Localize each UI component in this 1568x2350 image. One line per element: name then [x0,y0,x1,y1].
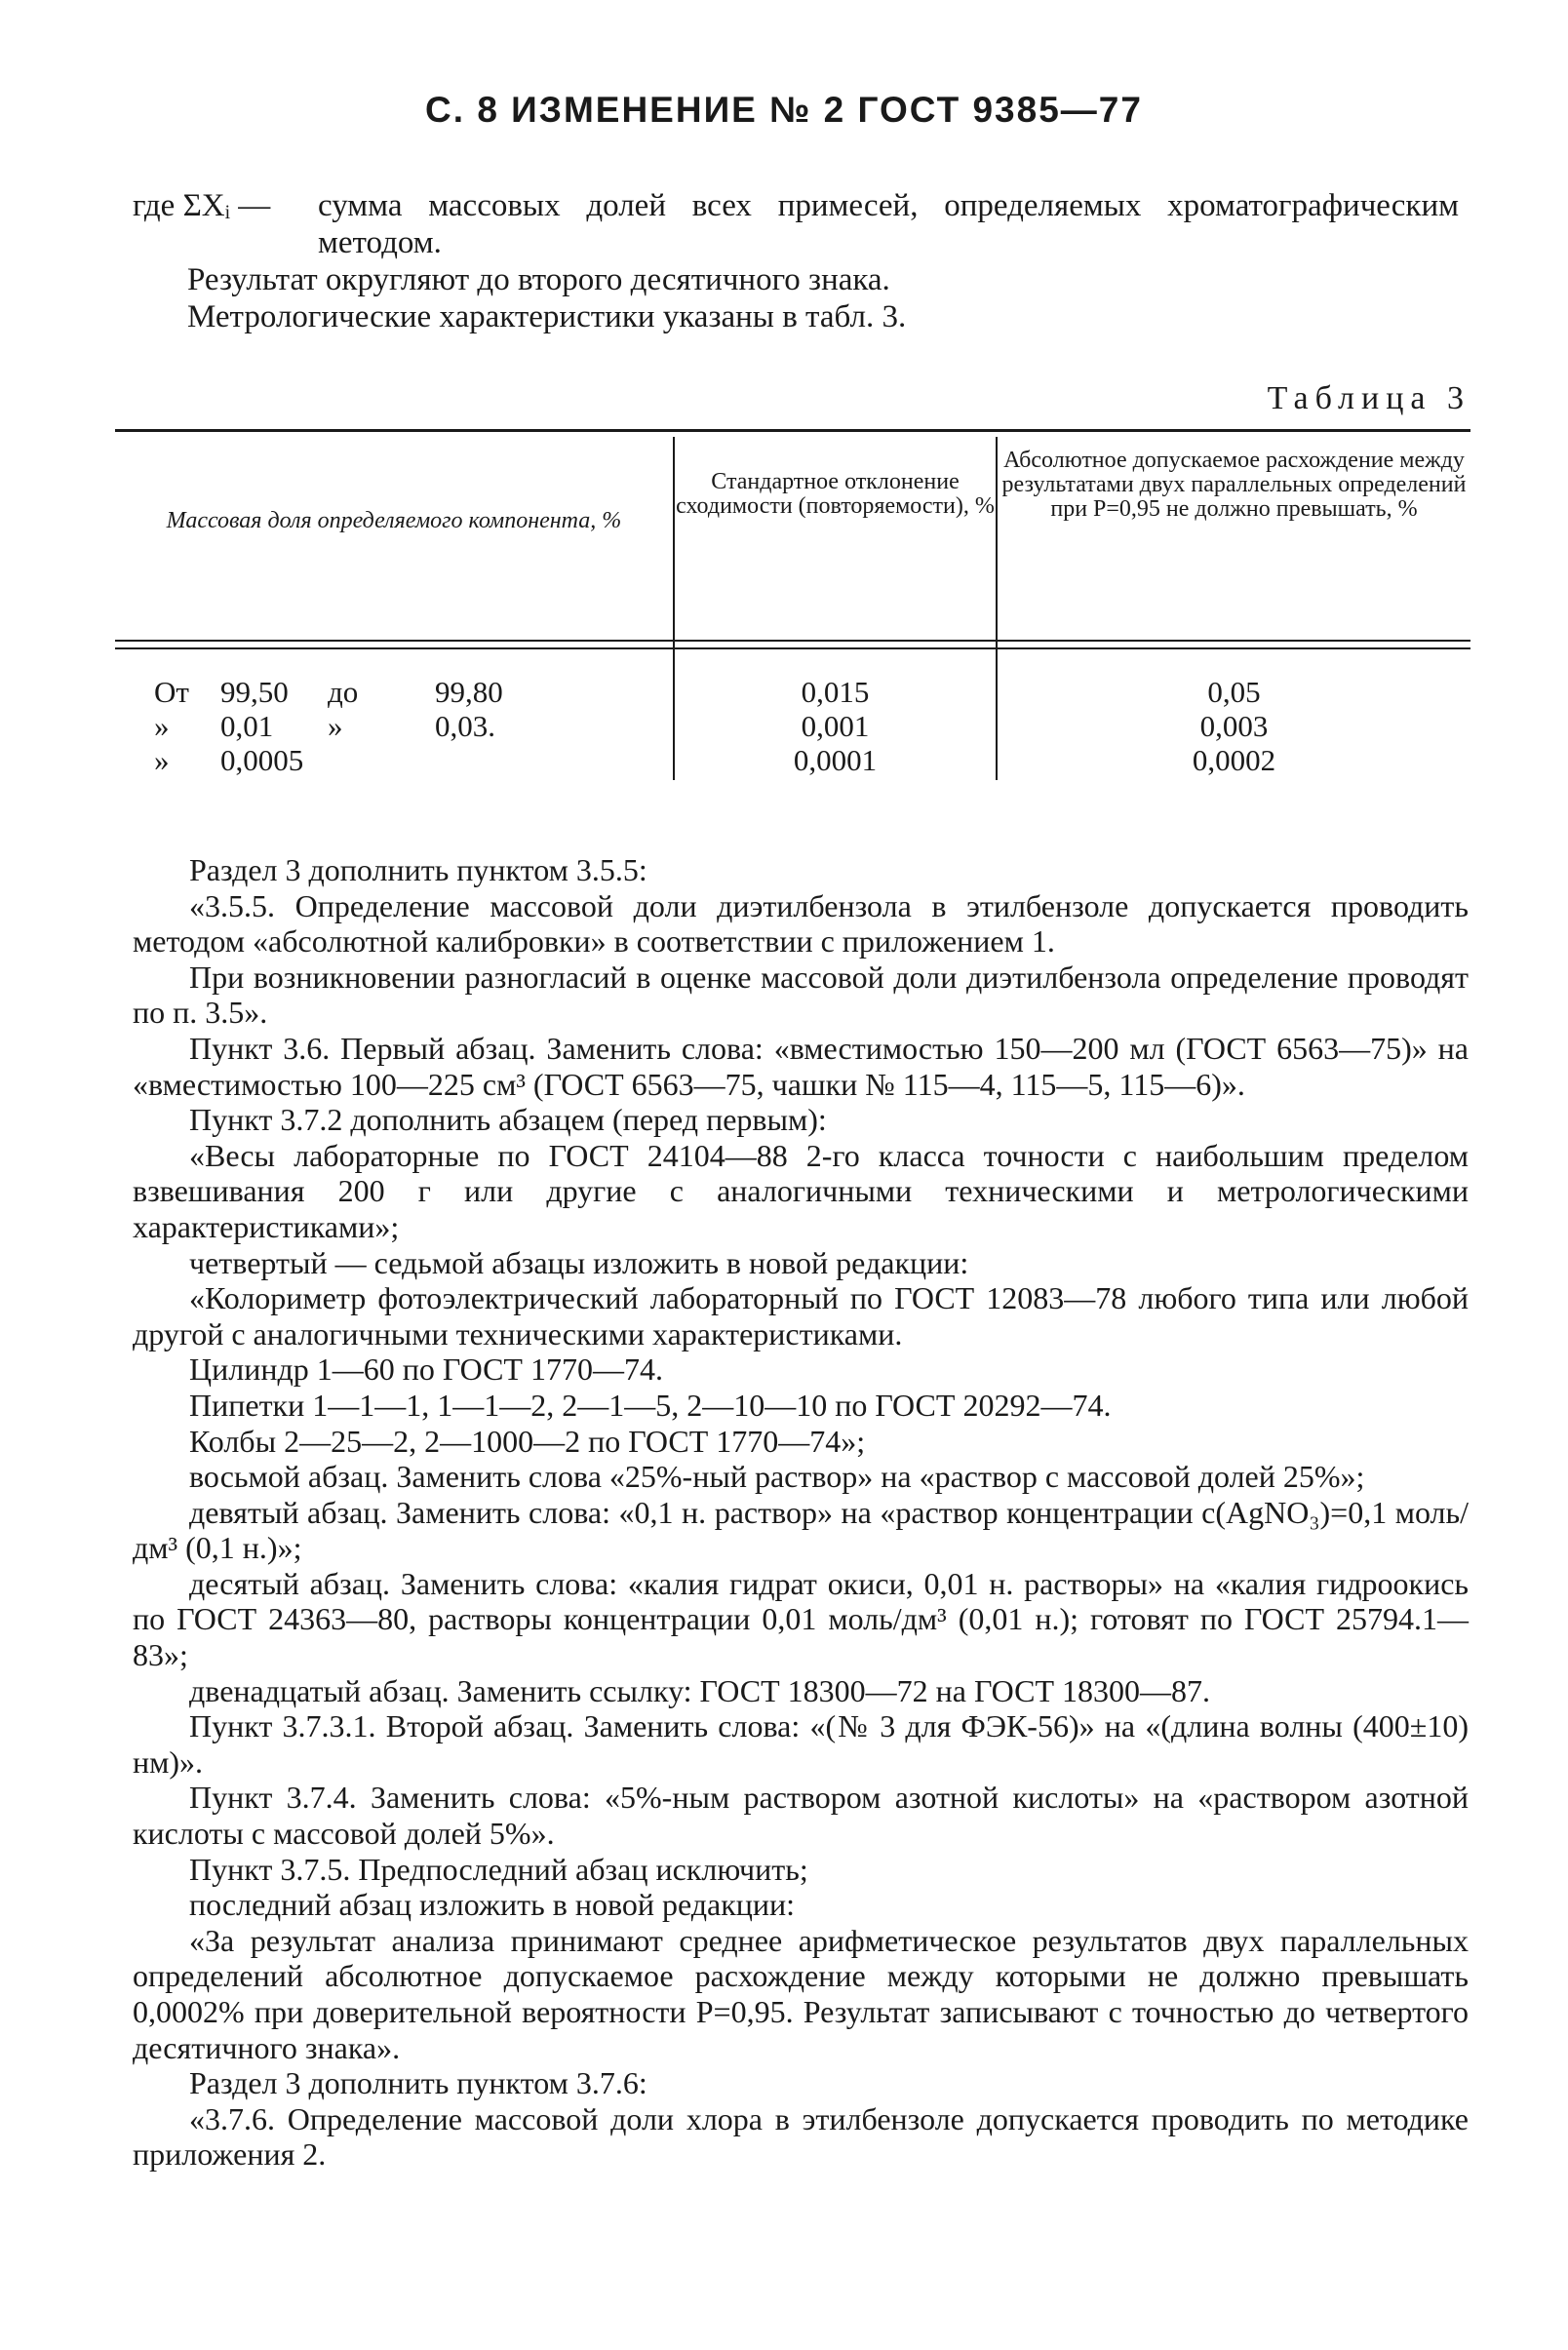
page-header: С. 8 ИЗМЕНЕНИЕ № 2 ГОСТ 9385—77 [425,90,1143,130]
table-cell: 0,0002 [1192,743,1276,777]
table-cell: 99,50 [220,675,289,709]
table-header-mass-fraction: Массовая доля определяемого компонента, % [166,508,622,533]
paragraph: «За результат анализа принимают среднее арифметическое результатов двух параллельных определений абсолютное допускаемое расхождение между которыми не должно превышать 0,0002% при доверительной вероятности P=0,95. Результат записывают с точностью до четвертого десятичного знака». [133,1922,1469,2065]
metrology-table [115,429,1470,780]
paragraph: Раздел 3 дополнить пунктом 3.5.5: [189,852,647,887]
table-cell: 0,0001 [793,743,878,777]
paragraph: Пункт 3.7.3.1. Второй абзац. Заменить слова: «(№ 3 для ФЭК-56)» на «(длина волны (400±10) нм)». [133,1708,1469,1780]
paragraph: девятый абзац. Заменить слова: «0,1 н. раствор» на «раствор концентрации c(AgNO₃)=0,1 моль/дм³ (0,1 н.)»; [133,1494,1469,1566]
paragraph: Пункт 3.7.4. Заменить слова: «5%-ным раствором азотной кислоты» на «раствором азотной кислоты с массовой долей 5%». [133,1780,1469,1852]
table-cell: 0,05 [1207,675,1261,709]
paragraph: «3.7.6. Определение массовой доли хлора в этилбензоле допускается проводить по методике приложения 2. [133,2100,1469,2173]
paragraph: двенадцатый абзац. Заменить ссылку: ГОСТ 18300—72 на ГОСТ 18300—87. [189,1672,1211,1708]
table-cell: 0,001 [801,709,870,743]
paragraph: последний абзац изложить в новой редакции: [189,1887,796,1923]
table-cell: От [154,675,189,709]
paragraph: «Весы лабораторные по ГОСТ 24104—88 2-го класса точности с наибольшим пределом взвешивания 200 г или другие с аналогичными техническими и метрологическими характеристиками»; [133,1137,1469,1244]
paragraph: четвертый — седьмой абзацы изложить в новой редакции: [189,1244,969,1280]
table-cell: 0,015 [801,675,870,709]
paragraph: Цилиндр 1—60 по ГОСТ 1770—74. [189,1351,663,1388]
amendment-text [133,852,1469,2173]
table-cell: » [328,709,343,743]
formula-term: где ΣXᵢ — [133,188,271,223]
paragraph: Пункт 3.6. Первый абзац. Заменить слова: «вместимостью 150—200 мл (ГОСТ 6563—75)» на «вместимостью 100—225 см³ (ГОСТ 6563—75, чашки № 115—4, 115—5, 115—6)». [133,1030,1469,1102]
paragraph: Раздел 3 дополнить пунктом 3.7.6: [189,2065,647,2101]
table-cell: 0,003 [1199,709,1269,743]
table-cell: 0,01 [220,709,274,743]
table-column-mass-fraction [154,675,661,777]
paragraph: Пункт 3.7.5. Предпоследний абзац исключить; [189,1851,808,1887]
paragraph: При возникновении разногласий в оценке массовой доли диэтилбензола определение проводят по п. 3.5». [133,959,1469,1031]
formula-explanation [133,187,1459,261]
paragraph: Колбы 2—25—2, 2—1000—2 по ГОСТ 1770—74»; [189,1423,866,1459]
paragraph: десятый абзац. Заменить слова: «калия гидрат окиси, 0,01 н. растворы» на «калия гидроокись по ГОСТ 24363—80, растворы концентрации 0,01 моль/дм³ (0,01 н.); готовят по ГОСТ 25794.1—83»; [133,1565,1469,1673]
paragraph: Пипетки 1—1—1, 1—1—2, 2—1—5, 2—10—10 по ГОСТ 20292—74. [189,1387,1112,1423]
table-header-rule-double [115,647,1470,649]
paragraph: восьмой абзац. Заменить слова «25%-ный раствор» на «раствор с массовой долей 25%»; [189,1459,1365,1495]
table-cell: 99,80 [435,675,503,709]
paragraph: «3.5.5. Определение массовой доли диэтилбензола в этилбензоле допускается проводить методом «абсолютной калибровки» в соответствии с приложением 1. [133,887,1469,960]
table-column-std-deviation [675,675,996,777]
table-cell: до [328,675,359,709]
table-cell: » [154,709,170,743]
rounding-note: Результат округляют до второго десятичного знака. [187,262,890,297]
table-header-abs-discrepancy: Абсолютное допускаемое расхождение между результатами двух параллельных определений при P=0,95 не должно превышать, % [1001,448,1467,522]
table-header-rule [115,640,1470,642]
formula-definition: сумма массовых долей всех примесей, определяемых хроматографическим методом. [318,188,1459,260]
table-row [154,675,661,709]
table-column-abs-discrepancy [998,675,1470,777]
table-top-rule [115,429,1470,432]
table-row [154,743,661,777]
intro-block [133,187,1459,335]
table-row [154,709,661,743]
table-caption: Таблица 3 [1267,380,1470,416]
table-cell: 0,03. [435,709,495,743]
table-cell: » [154,743,170,777]
table-header-std-deviation: Стандартное отклонение сходимости (повторяемости), % [676,469,995,519]
metrology-note: Метрологические характеристики указаны в табл. 3. [187,299,907,334]
paragraph: Пункт 3.7.2 дополнить абзацем (перед первым): [189,1102,827,1138]
table-cell: 0,0005 [220,743,304,777]
paragraph: «Колориметр фотоэлектрический лабораторный по ГОСТ 12083—78 любого типа или любой другой с аналогичными техническими характеристиками. [133,1280,1469,1351]
